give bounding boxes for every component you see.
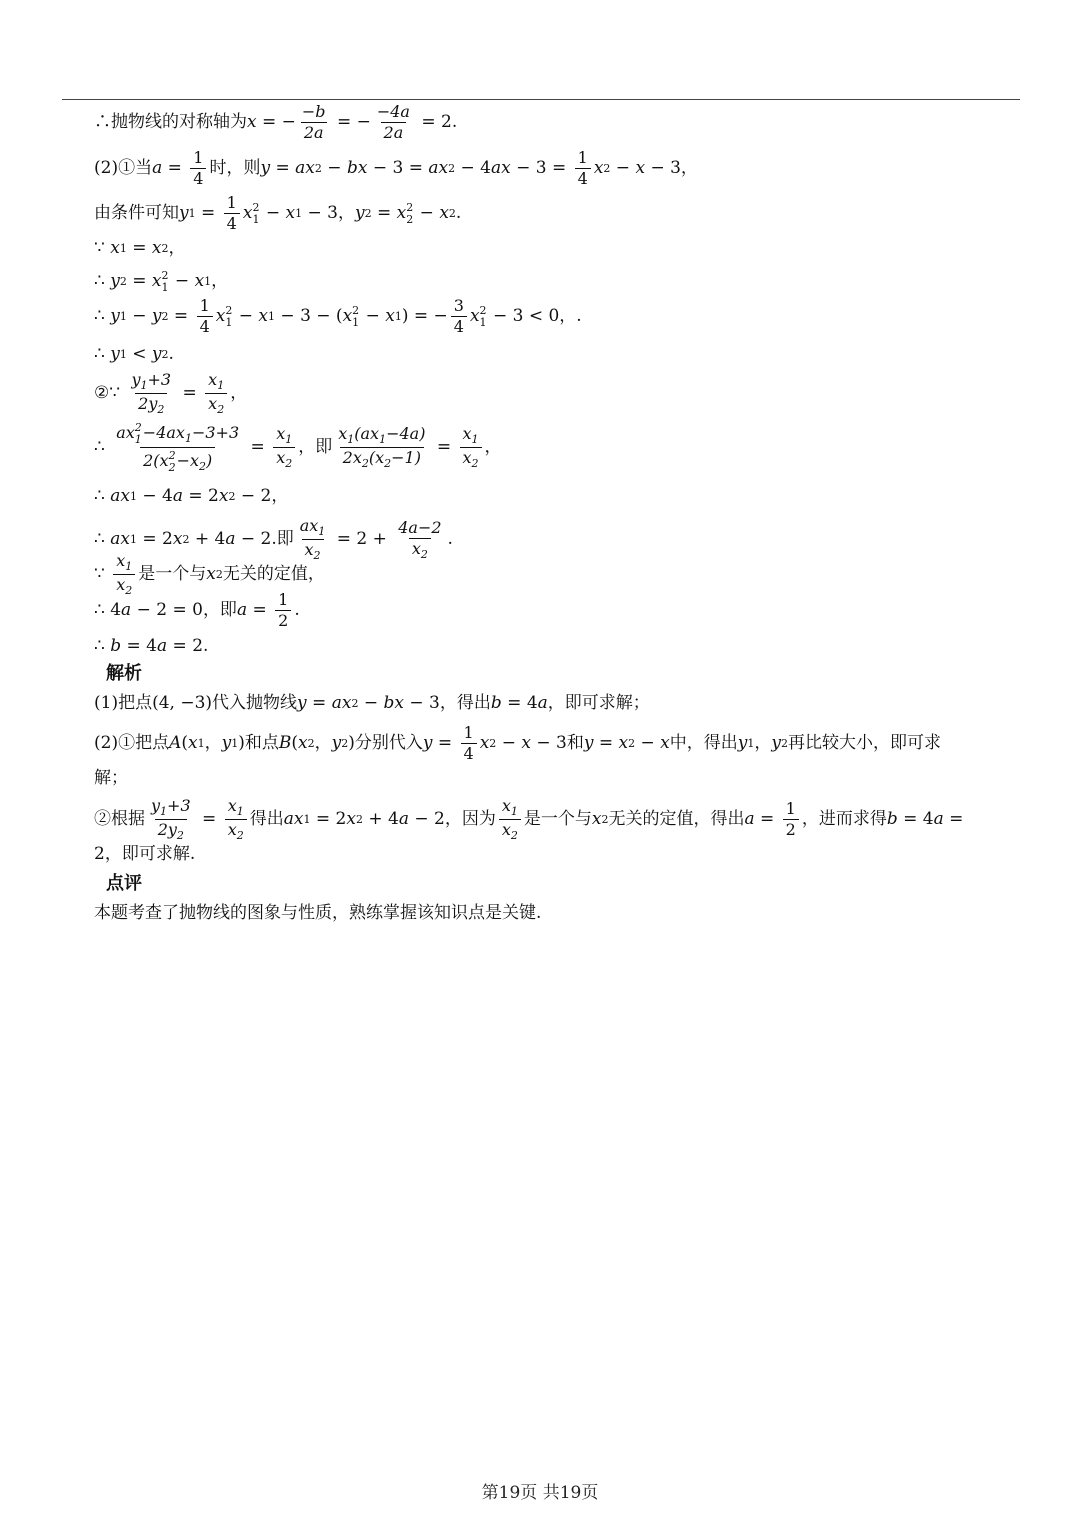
page-footer: 第19页 共19页: [481, 1483, 599, 1503]
header-rule: [62, 99, 1020, 100]
comment-heading: 点评: [106, 873, 142, 894]
line-condition: 由条件可知 y 1 = 1 4 x 2 1 − x 1 − 3 ， y 2 = x 2 2 − x 2 .: [94, 193, 462, 233]
analysis-part-1: (1)把点 (4, −3) 代入抛物线 y = ax 2 − bx − 3 ，得出 b = 4 a ，即可求解；: [94, 693, 650, 713]
analysis-part-2: (2)①把点 A ( x 1 ， y 1 ) 和点 B ( x 2 ， y 2 ) 分别代入 y = 1 4 x 2 − x − 3 和 y = x 2 − x 中，得出 y 1 ， y 2 再比较大小，即可求: [94, 723, 941, 763]
line-x-equal: ∵ x 1 = x 2 ，: [94, 238, 186, 258]
line-substitute: ∴ ax 2 1 $-4ax_1-3+3$ 2(x 2 2 $-x_2$) = $x_1$ $x_2$ ，即 $x_1(ax_1-4a)$ $2x_2(x_2-1)$ = $x_1$ $x_2$ ，: [94, 421, 502, 474]
line-case-2: ②∵ $y_1+3$ $2y_2$ = $x_1$ $x_2$ ，: [94, 370, 248, 417]
line-case-a: (2)①当 a = 1 4 时，则 y = ax 2 − bx − 3 = ax 2 − 4 ax − 3 = 1 4 x 2 − x − 3，: [94, 148, 698, 188]
line-simplify: ∴ ax 1 − 4 a = 2 x 2 − 2，: [94, 486, 289, 506]
line-solve-a: ∴ 4 a − 2 = 0 ，即 a = 1 2 .: [94, 590, 300, 630]
line-compare: ∴ y 1 < y 2 .: [94, 344, 174, 364]
comment-text: 本题考查了抛物线的图象与性质，熟练掌握该知识点是关键.: [94, 903, 542, 923]
analysis-part-3-wrap: 2，即可求解.: [94, 844, 196, 864]
line-diff: ∴ y 1 − y 2 = 1 4 x 2 1 − x 1 − 3 − ( x 2 1 − x 1 ) = − 3 4 x 2 1 − 3 < 0 ，.: [94, 296, 582, 336]
line-y2: ∴ y 2 = x 2 1 − x 1 ，: [94, 269, 229, 294]
line-constant: ∵ $x_1$ $x_2$ 是一个与 x 2 无关的定值，: [94, 551, 325, 598]
analysis-heading: 解析: [106, 663, 142, 684]
line-axis: ∴抛物线的对称轴为 x = − −b 2a = − −4a 2a = 2.: [94, 102, 458, 142]
line-ratio: ∴ ax 1 = 2 x 2 + 4 a − 2 .即 $ax_1$ $x_2$ = 2 + 4a−2 $x_2$ .: [94, 516, 453, 563]
analysis-part-2-wrap: 解；: [94, 768, 128, 788]
analysis-part-3: ②根据 $y_1+3$ $2y_2$ = $x_1$ $x_2$ 得出 ax 1 = 2 x 2 + 4 a − 2 ，因为 $x_1$ $x_2$ 是一个与 x 2 无关的定值，得出 a = 1 2 ，进而求得 b = 4 a =: [94, 796, 964, 843]
line-solve-b: ∴ b = 4 a = 2.: [94, 636, 209, 656]
